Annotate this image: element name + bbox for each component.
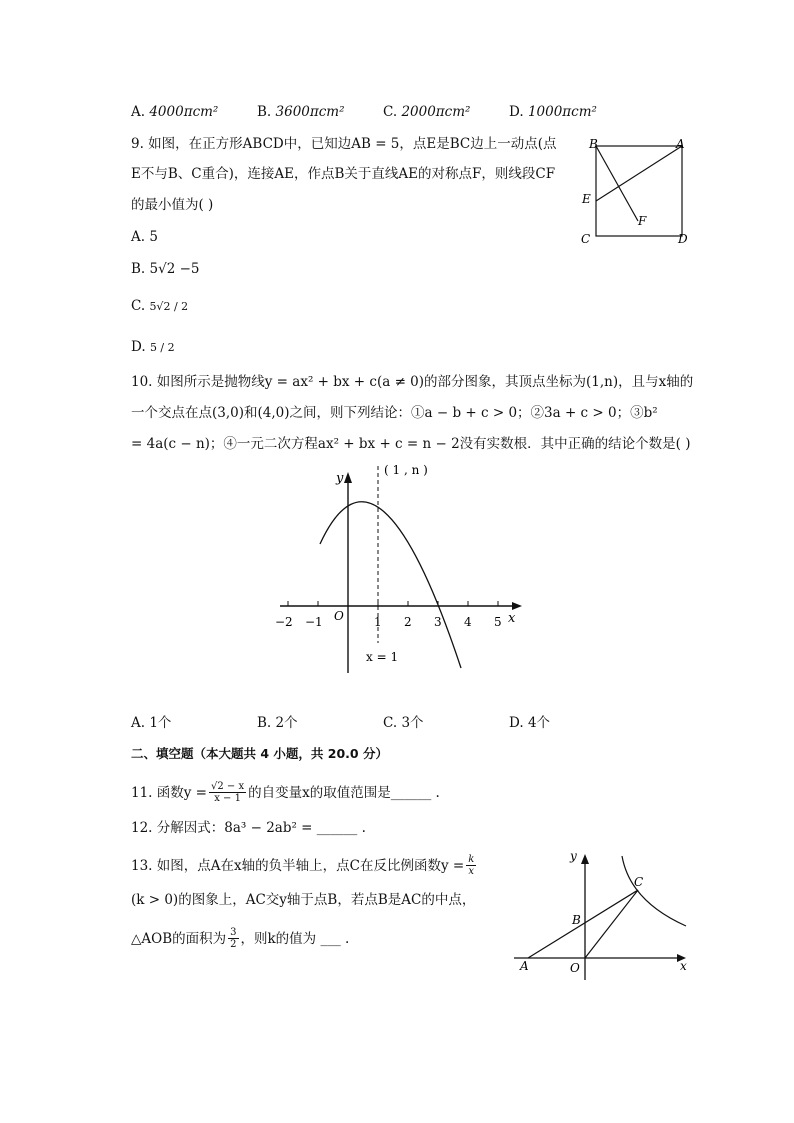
q10-option-d-text: 4个 — [527, 715, 551, 731]
q11-fraction — [209, 781, 246, 804]
q9-option-c-label: C. — [131, 298, 146, 314]
q8-option-a-text: 4000πcm² — [149, 104, 219, 120]
q9-label-b: B — [589, 137, 598, 151]
q9-segment-bf — [596, 146, 638, 221]
q13-fraction-x: x — [468, 866, 475, 877]
q10-tick-label-1: 1 — [374, 615, 382, 629]
q9-option-a — [131, 227, 158, 247]
q10-option-c-label: C. — [383, 715, 398, 731]
q13-line-2: (k > 0)的图象上，AC交y轴于点B，若点B是AC的中点， — [131, 892, 476, 908]
q13-label-a: A — [520, 959, 529, 973]
q11-prefix: 11. 函数y = — [131, 784, 207, 801]
q10-option-a-text: 1个 — [149, 715, 172, 731]
q9-square-figure — [576, 134, 696, 246]
q13-y-label: y — [570, 849, 577, 863]
q10-tick-label-4: 4 — [464, 615, 472, 629]
q13-line-1-prefix: 13. 如图，点A在x轴的负半轴上，点C在反比例函数y = — [131, 857, 465, 874]
q9-label-a: A — [676, 137, 685, 151]
q11-fraction-denominator: x − 1 — [214, 793, 241, 804]
q10-parabola-figure — [270, 458, 530, 678]
q10-x-label: x — [508, 611, 516, 626]
q9-option-d — [131, 337, 175, 358]
q10-y-axis-arrow — [344, 472, 352, 483]
q10-option-b-text: 2个 — [275, 715, 298, 731]
q10-option-a-label: A. — [131, 715, 146, 731]
q8-option-c-text: 2000πcm² — [401, 104, 471, 120]
q9-option-b-text: 5√2 −5 — [149, 261, 200, 277]
q10-option-d-label: D. — [509, 715, 524, 731]
q9-line-2: E不与B、C重合)，连接AE，作点B关于直线AE的对称点F，则线段CF — [131, 166, 556, 182]
q13-label-b: B — [572, 913, 581, 927]
q10-line-3: = 4a(c − n)；④一元二次方程ax² + bx + c = n − 2没有实数根．其中正确的结论个数是( ) — [131, 436, 691, 452]
q9-option-b-label: B. — [131, 261, 146, 277]
q10-parabola-curve — [320, 502, 461, 668]
q13-fraction-kx — [466, 854, 476, 877]
q9-option-a-label: A. — [131, 229, 146, 245]
q10-option-c — [383, 713, 424, 733]
q10-tick-label-3: 3 — [434, 615, 442, 629]
q8-option-d-text: 1000πcm² — [527, 104, 597, 120]
q9-label-f: F — [638, 214, 647, 228]
q10-tick-label-2: 2 — [404, 615, 412, 629]
q13-line-3-suffix: ，则k的值为 ___ . — [240, 930, 350, 947]
q8-option-b-label: B. — [257, 104, 272, 120]
q10-tick-label-minus1: −1 — [305, 615, 323, 629]
q10-line-2: 一个交点在点(3,0)和(4,0)之间，则下列结论：①a − b + c > 0；②3a + c > 0；③b² — [131, 405, 658, 421]
q10-y-label: y — [336, 471, 344, 486]
q9-line-3: 的最小值为( ) — [131, 197, 214, 213]
q10-origin-label: O — [334, 609, 344, 623]
q10-option-c-text: 3个 — [401, 715, 424, 731]
q9-label-c: C — [581, 232, 591, 246]
q9-label-d: D — [678, 232, 688, 246]
q8-option-d — [509, 102, 597, 122]
q13-segment-oc — [585, 890, 638, 958]
q9-option-c — [131, 296, 188, 317]
q9-option-a-text: 5 — [149, 229, 158, 245]
q13-area-fraction — [228, 927, 238, 950]
q10-symmetry-label: x = 1 — [366, 650, 399, 664]
q10-tick-label-minus2: −2 — [275, 615, 293, 629]
q8-option-b — [257, 102, 345, 122]
q10-x-axis-arrow — [512, 602, 522, 610]
q10-option-d — [509, 713, 550, 733]
q10-option-b — [257, 713, 298, 733]
q9-line-1: 9. 如图，在正方形ABCD中，已知边AB = 5，点E是BC边上一动点(点 — [131, 136, 557, 152]
q13-line-1 — [131, 854, 478, 877]
q11-fraction-numerator: √2 − x — [211, 781, 245, 792]
q9-option-b — [131, 259, 200, 279]
q10-line-1: 10. 如图所示是抛物线y = ax² + bx + c(a ≠ 0)的部分图象，其顶点坐标为(1,n)，且与x轴的 — [131, 374, 694, 390]
q13-y-axis-arrow — [581, 854, 589, 864]
q13-area-denominator: 2 — [230, 939, 237, 950]
q9-label-e: E — [582, 192, 591, 206]
q11-line — [131, 781, 440, 804]
q8-option-a — [131, 102, 218, 122]
q8-option-b-text: 3600πcm² — [275, 104, 345, 120]
q13-line-3 — [131, 927, 349, 950]
q13-line-3-prefix: △AOB的面积为 — [131, 930, 227, 947]
q13-hyperbola-curve — [622, 856, 686, 926]
q10-option-a — [131, 713, 171, 733]
q8-option-c — [383, 102, 470, 122]
q11-suffix: 的自变量x的取值范围是______ . — [248, 784, 440, 801]
q13-area-numerator: 3 — [230, 927, 237, 938]
section-2-heading: 二、填空题（本大题共 4 小题，共 20.0 分） — [131, 746, 388, 761]
q8-option-d-label: D. — [509, 104, 524, 120]
q13-label-o: O — [570, 961, 580, 975]
q13-label-c: C — [634, 875, 644, 889]
q8-option-a-label: A. — [131, 104, 146, 120]
q10-option-b-label: B. — [257, 715, 272, 731]
q8-option-c-label: C. — [383, 104, 398, 120]
q9-option-d-label: D. — [131, 339, 146, 355]
q9-option-c-text: 5√2 / 2 — [149, 300, 189, 313]
q13-segment-ac — [528, 890, 638, 958]
q12-line: 12. 分解因式：8a³ − 2ab² = ______ . — [131, 820, 366, 836]
q13-fraction-k: k — [468, 854, 475, 865]
q10-tick-label-5: 5 — [494, 615, 502, 629]
q9-segment-ae — [596, 146, 682, 201]
q10-vertex-label: ( 1 , n ) — [384, 463, 428, 477]
q13-hyperbola-figure — [510, 846, 700, 986]
q9-option-d-text: 5 / 2 — [149, 341, 175, 354]
q13-x-label: x — [680, 959, 687, 973]
